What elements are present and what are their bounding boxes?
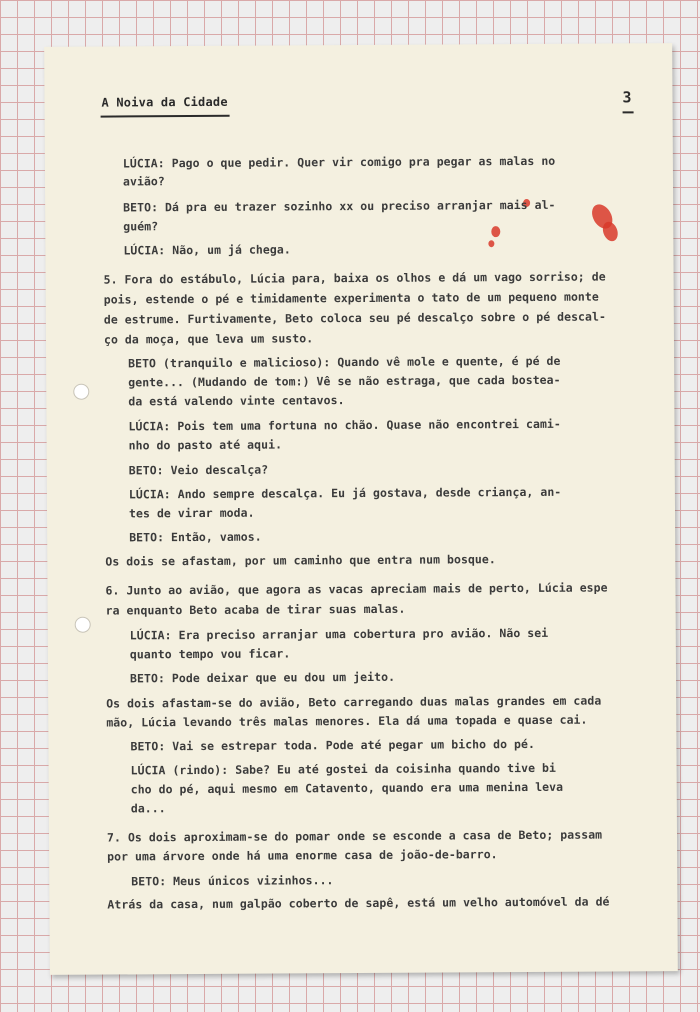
dialogue-line: gente... (Mudando de tom:) Vê se não estraga, que cada bostea- (128, 372, 561, 390)
scene-line: ço da moça, que leva um susto. (103, 331, 314, 347)
dialogue-line: BETO: Pode deixar que eu dou um jeito. (129, 669, 396, 686)
page-number-underline (623, 111, 634, 113)
ink-stain (491, 226, 500, 237)
dialogue-line: da está valendo vinte centavos. (128, 393, 345, 409)
dialogue-line: LÚCIA: Não, um já chega. (123, 242, 291, 258)
dialogue-line: da... (130, 801, 166, 816)
dialogue-line: BETO: Então, vamos. (129, 529, 262, 545)
scene-line: Atrás da casa, num galpão coberto de sapê, está um velho automóvel da dé (107, 894, 610, 912)
dialogue-line: quanto tempo vou ficar. (129, 646, 291, 662)
scene-line: mão, Lúcia levando três malas menores. Ela dá uma topada e quase cai. (106, 712, 588, 730)
ink-stain (488, 240, 494, 247)
title-underline (101, 115, 230, 118)
scene-line: 6. Junto ao avião, que agora as vacas apreciam mais de perto, Lúcia espe (105, 580, 608, 598)
dialogue-line: LÚCIA: Pago o que pedir. Quer vir comigo pra pegar as malas no (122, 153, 556, 171)
dialogue-line: BETO: Dá pra eu trazer sozinho xx ou preciso arranjar mais al- (123, 197, 556, 215)
script-title: A Noiva da Cidade (101, 94, 228, 110)
binder-hole (75, 617, 91, 633)
scene-line: de estrume. Furtivamente, Beto coloca seu pé descalço sobre o pé descal- (103, 309, 606, 327)
dialogue-line: guém? (123, 219, 159, 234)
dialogue-line: BETO: Vai se estrepar toda. Pode até pegar um bicho do pé. (130, 736, 535, 754)
page-number: 3 (622, 88, 632, 107)
scene-line: Os dois se afastam, por um caminho que entra num bosque. (105, 552, 496, 569)
scene-line: por uma árvore onde há uma enorme casa de joão-de-barro. (107, 847, 498, 864)
dialogue-line: BETO: Meus únicos vizinhos... (131, 873, 334, 889)
scene-line: ra enquanto Beto acaba de tirar suas malas. (105, 601, 406, 618)
dialogue-line: LÚCIA: Ando sempre descalça. Eu já gostava, desde criança, an- (128, 484, 562, 502)
dialogue-line: cho do pé, aqui mesmo em Catavento, quando era uma menina leva (130, 779, 564, 797)
dialogue-line: nho do pasto até aqui. (128, 437, 283, 453)
dialogue-line: tes de virar moda. (128, 505, 255, 521)
binder-hole (73, 384, 89, 400)
typewritten-page (44, 43, 678, 975)
dialogue-line: avião? (122, 174, 165, 189)
dialogue-line: LÚCIA (rindo): Sabe? Eu até gostei da coisinha quando tive bi (130, 760, 557, 778)
scene-line: Os dois afastam-se do avião, Beto carregando duas malas grandes em cada (106, 693, 602, 711)
dialogue-line: BETO (tranquilo e malicioso): Quando vê mole e quente, é pé de (128, 353, 561, 371)
dialogue-line: LÚCIA: Pois tem uma fortuna no chão. Quase não encontrei cami- (128, 416, 561, 434)
dialogue-line: BETO: Veio descalça? (128, 462, 269, 478)
ink-stain (600, 220, 620, 244)
scene-line: pois, estende o pé e timidamente experimenta o tato de um pequeno monte (103, 289, 599, 307)
scene-line: 7. Os dois aproximam-se do pomar onde se esconde a casa de Beto; passam (106, 827, 603, 845)
dialogue-line: LÚCIA: Era preciso arranjar uma cobertura pro avião. Não sei (129, 625, 549, 643)
scene-line: 5. Fora do estábulo, Lúcia para, baixa os olhos e dá um vago sorriso; de (103, 269, 606, 287)
